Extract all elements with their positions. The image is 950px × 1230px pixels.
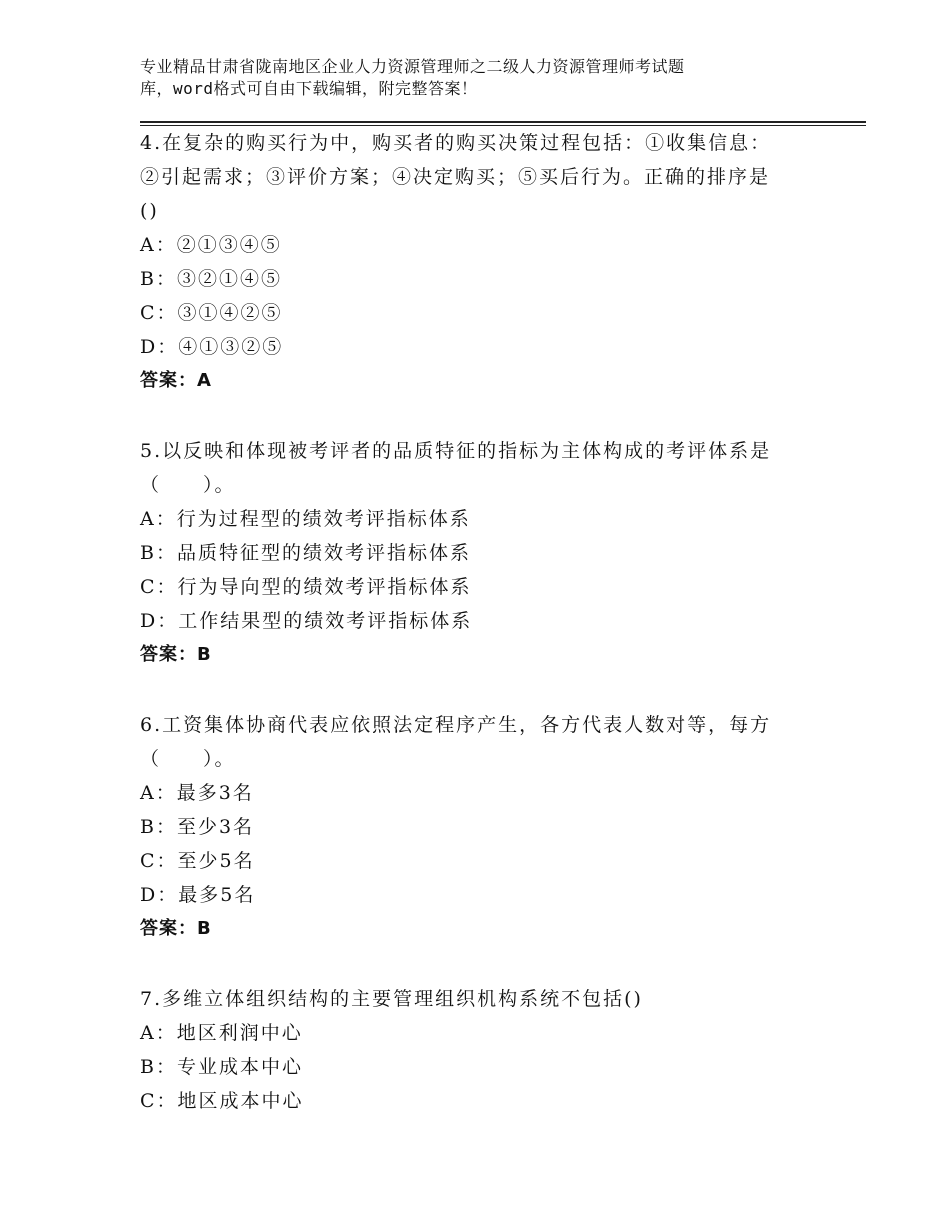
option-a: A：②①③④⑤ <box>140 234 282 256</box>
option-b: B：品质特征型的绩效考评指标体系 <box>140 542 471 564</box>
header-divider <box>140 121 866 123</box>
question-stem <box>140 434 866 502</box>
option-c: C：地区成本中心 <box>140 1090 304 1112</box>
answer-line: 答案：A <box>140 370 212 391</box>
question-stem <box>140 982 866 1016</box>
stem-line: 5.以反映和体现被考评者的品质特征的指标为主体构成的考评体系是 <box>140 440 772 462</box>
question-4 <box>140 126 866 398</box>
stem-line: ②引起需求；③评价方案；④决定购买；⑤买后行为。正确的排序是 <box>140 166 771 188</box>
question-7 <box>140 982 866 1118</box>
stem-line: 6.工资集体协商代表应依照法定程序产生，各方代表人数对等，每方 <box>140 714 772 736</box>
option-b: B：③②①④⑤ <box>140 268 282 290</box>
answer-line: 答案：B <box>140 918 212 939</box>
option-b: B：至少3名 <box>140 816 255 838</box>
stem-line: （ ）。 <box>140 748 236 770</box>
spacer <box>140 398 866 434</box>
stem-line: （ ）。 <box>140 474 236 496</box>
answer-line: 答案：B <box>140 644 212 665</box>
question-stem <box>140 708 866 776</box>
option-d: D：④①③②⑤ <box>140 336 284 358</box>
option-d: D：最多5名 <box>140 884 256 906</box>
stem-line: 7.多维立体组织结构的主要管理组织机构系统不包括() <box>140 988 643 1010</box>
question-5 <box>140 434 866 672</box>
spacer <box>140 672 866 708</box>
question-6 <box>140 708 866 946</box>
option-c: C：至少5名 <box>140 850 255 872</box>
option-a: A：最多3名 <box>140 782 254 804</box>
option-c: C：③①④②⑤ <box>140 302 283 324</box>
option-a: A：地区利润中心 <box>140 1022 303 1044</box>
option-c: C：行为导向型的绩效考评指标体系 <box>140 576 472 598</box>
spacer <box>140 946 866 982</box>
header-line-1: 专业精品甘肃省陇南地区企业人力资源管理师之二级人力资源管理师考试题 <box>140 57 685 76</box>
question-stem <box>140 126 866 228</box>
stem-line: () <box>140 200 159 222</box>
header-line-2: 库，word格式可自由下载编辑，附完整答案！ <box>140 79 478 98</box>
option-d: D：工作结果型的绩效考评指标体系 <box>140 610 473 632</box>
document-header <box>140 56 780 100</box>
question-list <box>140 126 866 1118</box>
stem-line: 4.在复杂的购买行为中，购买者的购买决策过程包括：①收集信息： <box>140 132 772 154</box>
option-b: B：专业成本中心 <box>140 1056 303 1078</box>
option-a: A：行为过程型的绩效考评指标体系 <box>140 508 471 530</box>
